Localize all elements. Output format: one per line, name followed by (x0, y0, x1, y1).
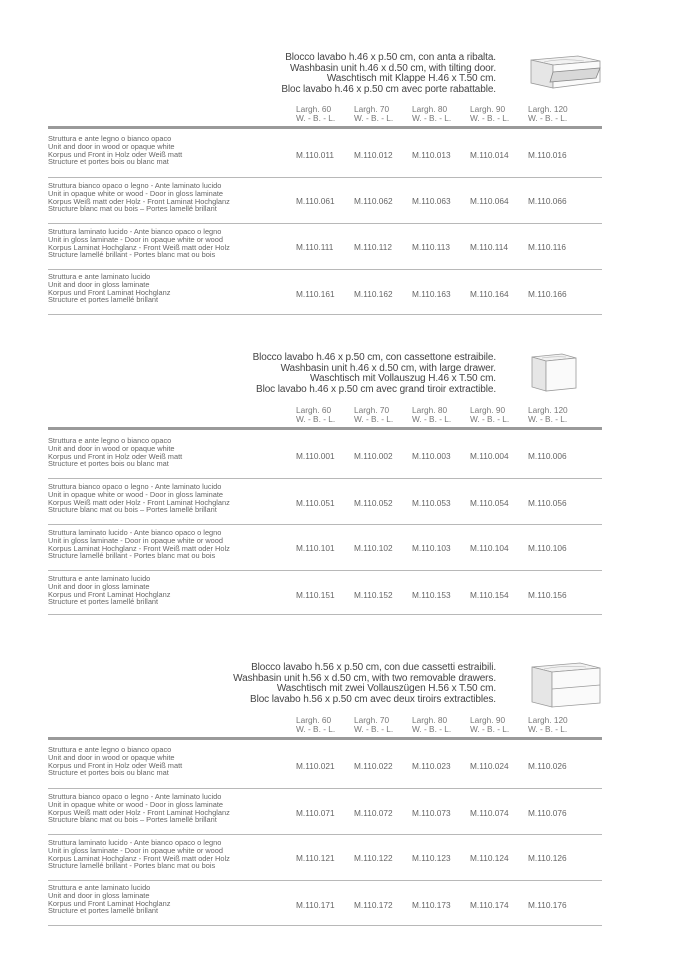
column-header (296, 406, 335, 423)
row-divider (48, 614, 602, 615)
width-label: Largh. 80 (412, 104, 448, 114)
article-code: M.110.164 (470, 289, 509, 299)
column-header (470, 105, 509, 122)
row-divider (48, 478, 602, 479)
article-code: M.110.056 (528, 498, 567, 508)
row-divider (48, 570, 602, 571)
article-code: M.110.152 (354, 590, 393, 600)
row-divider (48, 177, 602, 178)
dimension-label: W. - B. - L. (296, 413, 336, 424)
article-code: M.110.116 (528, 242, 566, 252)
column-header (354, 105, 393, 122)
tilting-door-unit-icon (528, 52, 602, 96)
article-code: M.110.001 (296, 451, 335, 461)
article-code: M.110.162 (354, 289, 393, 299)
desc-line-de: Korpus Weiß matt oder Holz - Front Laminat Hochglanz (48, 807, 230, 817)
article-code: M.110.071 (296, 808, 335, 818)
column-header (412, 406, 451, 423)
desc-line-en: Unit and door in wood or opaque white (48, 141, 175, 151)
title-line-de: Waschtisch mit Vollauszug H.46 x T.50 cm. (310, 373, 496, 384)
article-code: M.110.151 (296, 590, 335, 600)
article-code: M.110.053 (412, 498, 451, 508)
article-code: M.110.176 (528, 900, 567, 910)
article-code: M.110.074 (470, 808, 509, 818)
dimension-label: W. - B. - L. (528, 723, 568, 734)
article-code: M.110.052 (354, 498, 393, 508)
article-code: M.110.172 (354, 900, 393, 910)
column-header (528, 716, 568, 733)
two-drawer-unit-icon (528, 659, 604, 711)
desc-line-it: Struttura laminato lucido - Ante bianco opaco o legno (48, 838, 222, 847)
row-description (48, 228, 230, 259)
article-code: M.110.166 (528, 289, 567, 299)
row-divider (48, 834, 602, 835)
desc-line-de: Korpus Laminat Hochglanz - Front Weiß matt oder Holz (48, 242, 230, 252)
title-line-de: Waschtisch mit zwei Vollauszügen H.56 x T.50 cm. (276, 683, 496, 694)
desc-line-en: Unit and door in gloss laminate (48, 890, 150, 900)
article-code: M.110.013 (412, 150, 451, 160)
article-code: M.110.002 (354, 451, 393, 461)
desc-line-fr: Structure et portes lamellé brillant (48, 597, 159, 607)
column-header (354, 406, 393, 423)
desc-line-fr: Structure lamellé brillant - Portes blanc mat ou bois (48, 551, 216, 561)
desc-line-de: Korpus und Front Laminat Hochglanz (48, 287, 171, 297)
row-divider (48, 524, 602, 525)
column-header (412, 105, 451, 122)
article-code: M.110.062 (354, 196, 393, 206)
desc-line-de: Korpus Laminat Hochglanz - Front Weiß matt oder Holz (48, 853, 230, 863)
dimension-label: W. - B. - L. (354, 112, 394, 123)
article-code: M.110.061 (296, 196, 335, 206)
desc-line-fr: Structure et portes lamellé brillant (48, 906, 159, 916)
article-code: M.110.014 (470, 150, 509, 160)
dimension-label: W. - B. - L. (470, 413, 510, 424)
title-line-en: Washbasin unit h.46 x d.50 cm, with tilting door. (290, 62, 496, 74)
desc-line-en: Unit in opaque white or wood - Door in gloss laminate (48, 489, 224, 499)
section-title (281, 53, 496, 95)
desc-line-en: Unit and door in wood or opaque white (48, 752, 175, 762)
desc-line-fr: Structure et portes bois ou blanc mat (48, 157, 169, 167)
article-code: M.110.022 (354, 761, 393, 771)
width-label: Largh. 60 (296, 405, 332, 415)
desc-line-fr: Structure et portes bois ou blanc mat (48, 768, 169, 778)
desc-line-it: Struttura bianco opaco o legno - Ante laminato lucido (48, 482, 222, 491)
row-divider (48, 788, 602, 789)
title-line-it: Blocco lavabo h.56 x p.50 cm, con due cassetti estraibili. (251, 662, 496, 673)
width-label: Largh. 80 (412, 405, 448, 415)
desc-line-fr: Structure et portes bois ou blanc mat (48, 459, 169, 469)
row-description (48, 884, 170, 915)
dimension-label: W. - B. - L. (296, 112, 336, 123)
desc-line-it: Struttura bianco opaco o legno - Ante laminato lucido (48, 181, 222, 190)
desc-line-de: Korpus und Front Laminat Hochglanz (48, 898, 171, 908)
article-code: M.110.103 (412, 543, 451, 553)
article-code: M.110.016 (528, 150, 567, 160)
article-code: M.110.124 (470, 853, 509, 863)
article-code: M.110.051 (296, 498, 335, 508)
dimension-label: W. - B. - L. (528, 112, 568, 123)
article-code: M.110.174 (470, 900, 509, 910)
column-header (528, 406, 568, 423)
article-code: M.110.063 (412, 196, 451, 206)
width-label: Largh. 70 (354, 715, 390, 725)
column-header (470, 406, 509, 423)
title-line-fr: Bloc lavabo h.46 x p.50 cm avec porte rabattable. (281, 83, 496, 95)
desc-line-fr: Structure et portes lamellé brillant (48, 295, 159, 305)
article-code: M.110.076 (528, 808, 567, 818)
title-line-it: Blocco lavabo h.46 x p.50 cm, con anta a ribalta. (285, 52, 496, 63)
desc-line-en: Unit and door in wood or opaque white (48, 443, 175, 453)
desc-line-en: Unit in opaque white or wood - Door in gloss laminate (48, 799, 224, 809)
desc-line-en: Unit in gloss laminate - Door in opaque white or wood (48, 234, 224, 244)
column-header (296, 105, 335, 122)
article-code: M.110.122 (354, 853, 393, 863)
article-code: M.110.021 (296, 761, 335, 771)
desc-line-de: Korpus und Front in Holz oder Weiß matt (48, 760, 183, 770)
column-header (354, 716, 393, 733)
width-label: Largh. 80 (412, 715, 448, 725)
width-label: Largh. 120 (528, 104, 568, 114)
dimension-label: W. - B. - L. (412, 413, 452, 424)
desc-line-it: Struttura laminato lucido - Ante bianco opaco o legno (48, 227, 222, 236)
row-divider (48, 925, 602, 926)
desc-line-fr: Structure blanc mat ou bois – Portes lamellé brillant (48, 815, 217, 825)
title-line-fr: Bloc lavabo h.56 x p.50 cm avec deux tiroirs extractibles. (250, 693, 496, 705)
column-header (296, 716, 335, 733)
article-code: M.110.026 (528, 761, 567, 771)
desc-line-de: Korpus und Front in Holz oder Weiß matt (48, 451, 183, 461)
desc-line-it: Struttura e ante legno o bianco opaco (48, 745, 172, 754)
desc-line-de: Korpus und Front Laminat Hochglanz (48, 589, 171, 599)
row-description (48, 437, 182, 468)
article-code: M.110.156 (528, 590, 567, 600)
article-code: M.110.106 (528, 543, 567, 553)
article-code: M.110.171 (296, 900, 335, 910)
desc-line-en: Unit in gloss laminate - Door in opaque white or wood (48, 535, 224, 545)
width-label: Largh. 90 (470, 715, 506, 725)
article-code: M.110.112 (354, 242, 392, 252)
column-header (470, 716, 509, 733)
desc-line-en: Unit in gloss laminate - Door in opaque white or wood (48, 845, 224, 855)
desc-line-it: Struttura e ante laminato lucido (48, 574, 151, 583)
desc-line-en: Unit and door in gloss laminate (48, 581, 150, 591)
article-code: M.110.114 (470, 242, 508, 252)
row-divider (48, 223, 602, 224)
width-label: Largh. 60 (296, 104, 332, 114)
column-header (528, 105, 568, 122)
header-rule (48, 126, 602, 129)
article-code: M.110.154 (470, 590, 509, 600)
article-code: M.110.102 (354, 543, 393, 553)
dimension-label: W. - B. - L. (470, 112, 510, 123)
article-code: M.110.054 (470, 498, 509, 508)
desc-line-it: Struttura laminato lucido - Ante bianco opaco o legno (48, 528, 222, 537)
row-description (48, 273, 170, 304)
dimension-label: W. - B. - L. (412, 112, 452, 123)
section-title (253, 353, 496, 395)
desc-line-it: Struttura e ante legno o bianco opaco (48, 436, 172, 445)
desc-line-de: Korpus Laminat Hochglanz - Front Weiß matt oder Holz (48, 543, 230, 553)
desc-line-it: Struttura e ante legno o bianco opaco (48, 134, 172, 143)
article-code: M.110.024 (470, 761, 509, 771)
article-code: M.110.006 (528, 451, 567, 461)
width-label: Largh. 60 (296, 715, 332, 725)
article-code: M.110.023 (412, 761, 451, 771)
row-description (48, 182, 230, 213)
desc-line-de: Korpus und Front in Holz oder Weiß matt (48, 149, 183, 159)
desc-line-it: Struttura bianco opaco o legno - Ante laminato lucido (48, 792, 222, 801)
title-line-fr: Bloc lavabo h.46 x p.50 cm avec grand tiroir extractible. (256, 383, 496, 395)
large-drawer-unit-icon (528, 350, 580, 398)
row-divider (48, 314, 602, 315)
article-code: M.110.101 (296, 543, 335, 553)
row-description (48, 839, 230, 870)
title-line-en: Washbasin unit h.56 x d.50 cm, with two removable drawers. (233, 672, 496, 684)
width-label: Largh. 70 (354, 104, 390, 114)
desc-line-fr: Structure lamellé brillant - Portes blanc mat ou bois (48, 861, 216, 871)
dimension-label: W. - B. - L. (354, 723, 394, 734)
row-description (48, 575, 170, 606)
width-label: Largh. 90 (470, 405, 506, 415)
article-code: M.110.153 (412, 590, 451, 600)
title-line-en: Washbasin unit h.46 x d.50 cm, with large drawer. (280, 362, 496, 374)
width-label: Largh. 70 (354, 405, 390, 415)
column-header (412, 716, 451, 733)
desc-line-de: Korpus Weiß matt oder Holz - Front Laminat Hochglanz (48, 497, 230, 507)
article-code: M.110.161 (296, 289, 335, 299)
article-code: M.110.012 (354, 150, 393, 160)
row-divider (48, 880, 602, 881)
header-rule (48, 427, 602, 430)
row-description (48, 483, 230, 514)
article-code: M.110.121 (296, 853, 335, 863)
article-code: M.110.011 (296, 150, 334, 160)
desc-line-en: Unit in opaque white or wood - Door in gloss laminate (48, 188, 224, 198)
width-label: Largh. 90 (470, 104, 506, 114)
title-line-it: Blocco lavabo h.46 x p.50 cm, con cassettone estraibile. (252, 352, 496, 363)
article-code: M.110.072 (354, 808, 393, 818)
article-code: M.110.173 (412, 900, 451, 910)
article-code: M.110.004 (470, 451, 509, 461)
row-description (48, 793, 230, 824)
desc-line-fr: Structure blanc mat ou bois – Portes lamellé brillant (48, 204, 217, 214)
header-rule (48, 737, 602, 740)
desc-line-de: Korpus Weiß matt oder Holz - Front Laminat Hochglanz (48, 196, 230, 206)
desc-line-fr: Structure lamellé brillant - Portes blanc mat ou bois (48, 250, 216, 260)
dimension-label: W. - B. - L. (296, 723, 336, 734)
article-code: M.110.073 (412, 808, 451, 818)
row-description (48, 746, 182, 777)
article-code: M.110.111 (296, 242, 334, 252)
width-label: Largh. 120 (528, 405, 568, 415)
section-title (233, 663, 496, 705)
row-description (48, 135, 182, 166)
desc-line-it: Struttura e ante laminato lucido (48, 883, 151, 892)
article-code: M.110.113 (412, 242, 450, 252)
dimension-label: W. - B. - L. (354, 413, 394, 424)
article-code: M.110.126 (528, 853, 567, 863)
dimension-label: W. - B. - L. (412, 723, 452, 734)
title-line-de: Waschtisch mit Klappe H.46 x T.50 cm. (326, 73, 496, 84)
row-description (48, 529, 230, 560)
article-code: M.110.064 (470, 196, 509, 206)
desc-line-fr: Structure blanc mat ou bois – Portes lamellé brillant (48, 505, 217, 515)
desc-line-it: Struttura e ante laminato lucido (48, 272, 151, 281)
dimension-label: W. - B. - L. (528, 413, 568, 424)
row-divider (48, 269, 602, 270)
article-code: M.110.123 (412, 853, 451, 863)
article-code: M.110.003 (412, 451, 451, 461)
desc-line-en: Unit and door in gloss laminate (48, 279, 150, 289)
dimension-label: W. - B. - L. (470, 723, 510, 734)
width-label: Largh. 120 (528, 715, 568, 725)
article-code: M.110.163 (412, 289, 451, 299)
article-code: M.110.066 (528, 196, 567, 206)
article-code: M.110.104 (470, 543, 509, 553)
